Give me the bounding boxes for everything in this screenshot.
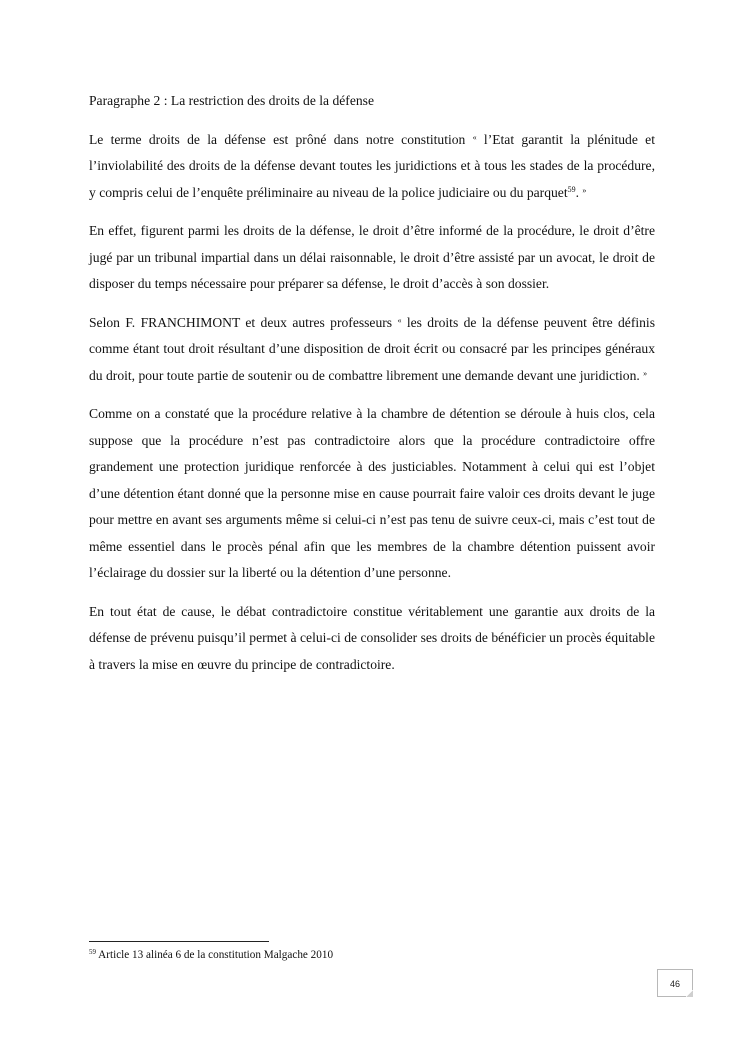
open-quote-mark: « (397, 315, 402, 325)
paragraph-huis-clos: Comme on a constaté que la procédure relative à la chambre de détention se déroule à huis clos, cela suppose que la procédure n’est pas contradictoire alors que la procédure contradictoire offre grandement une protection juridique renforcée à des justiciables. Notamment à celui qui est l’objet d’une détention étant donné que la personne mise en cause pourrait faire valoir ces droits devant le juge pour mettre en avant ses arguments même si celui-ci n’est pas tenu de suivre ceux-ci, mais c’est tout de même essentiel dans le procès pénal afin que les membres de la chambre détention puissent avoir l’éclairage du dossier sur la liberté ou la détention d’une personne. (89, 406, 655, 580)
paragraph-text: . (575, 184, 583, 200)
paragraph-franchimont (89, 310, 655, 390)
footnote-text: Article 13 alinéa 6 de la constitution Malgache 2010 (96, 949, 334, 961)
page-number: 46 (669, 979, 680, 989)
paragraph-constitution (89, 127, 655, 207)
close-quote-mark: » (643, 368, 648, 378)
close-quote-mark: » (582, 185, 587, 195)
paragraph-text: Le terme droits de la défense est prôné dans notre constitution (89, 131, 473, 147)
footnote-number: 59 (89, 948, 96, 956)
footnote (89, 948, 333, 962)
quoted-text: l’Etat garantit la plénitude et l’inviolabilité des droits de la défense devant toutes les juridictions et à tous les stades de la procédure, y compris celui de l’enquête préliminaire au niveau de la police judiciaire ou du parquet (89, 131, 655, 200)
body-text (89, 88, 655, 690)
section-heading: Paragraphe 2 : La restriction des droits de la défense (89, 93, 374, 108)
footnote-reference[interactable]: 59 (567, 184, 576, 194)
quoted-text: les droits de la défense peuvent être définis comme étant tout droit résultant d’une disposition de droit écrit ou consacré par les principes généraux du droit, pour toute partie de soutenir ou de combattre librement une demande devant une juridiction. (89, 314, 655, 383)
open-quote-mark: « (472, 132, 477, 142)
paragraph-debat-contradictoire: En tout état de cause, le débat contradictoire constitue véritablement une garantie aux droits de la défense de prévenu puisqu’il permet à celui-ci de consolider ses droits de bénéficier un procès équitable à travers la mise en œuvre du principe de contradictoire. (89, 603, 655, 672)
footnote-separator (89, 941, 269, 942)
paragraph-text: Selon F. FRANCHIMONT et deux autres professeurs (89, 314, 398, 330)
paragraph-rights-list: En effet, figurent parmi les droits de la défense, le droit d’être informé de la procédure, le droit d’être jugé par un tribunal impartial dans un délai raisonnable, le droit d’être assisté par un avocat, le droit de disposer du temps nécessaire pour préparer sa défense, le droit d’accès à son dossier. (89, 223, 655, 291)
page-number-box (657, 969, 693, 997)
